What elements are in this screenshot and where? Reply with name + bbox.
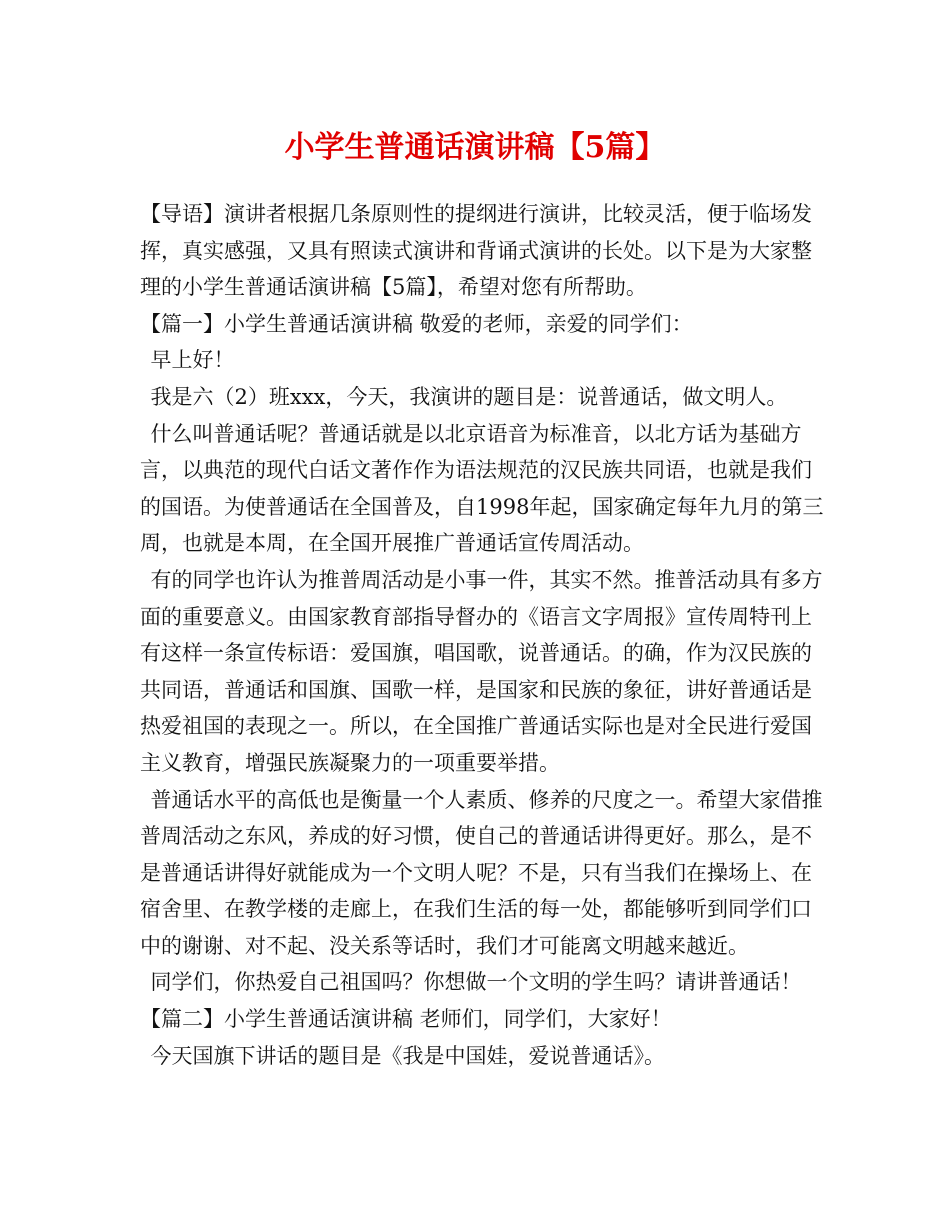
document-title: 小学生普通话演讲稿【5篇】 — [284, 130, 666, 165]
document-body — [140, 196, 830, 1074]
body-paragraph: 有的同学也许认为推普周活动是小事一件，其实不然。推普活动具有多方面的重要意义。由国家教育部指导督办的《语言文字周报》宣传周特刊上有这样一条宣传标语：爱国旗，唱国歌，说普通话。的确，作为汉民族的共同语，普通话和国旗、国歌一样，是国家和民族的象征，讲好普通话是热爱祖国的表现之一。所以，在全国推广普通话实际也是对全民进行爱国主义教育，增强民族凝聚力的一项重要举措。 — [140, 567, 823, 775]
closing-paragraph: 同学们，你热爱自己祖国吗？你想做一个文明的学生吗？请讲普通话！ — [150, 970, 802, 995]
section-two-heading: 【篇二】小学生普通话演讲稿 老师们，同学们，大家好！ — [140, 1007, 672, 1032]
body-paragraph: 什么叫普通话呢？普通话就是以北京语音为标准音，以北方话为基础方言，以典范的现代白话文著作作为语法规范的汉民族共同语，也就是我们的国语。为使普通话在全国普及，自1998年起，国家确定每年九月的第三周，也就是本周，在全国开展推广普通话宣传周活动。 — [140, 421, 824, 556]
intro-paragraph: 【导语】演讲者根据几条原则性的提纲进行演讲，比较灵活，便于临场发挥，真实感强，又具有照读式演讲和背诵式演讲的长处。以下是为大家整理的小学生普通话演讲稿【5篇】，希望对您有所帮助。 — [140, 202, 812, 300]
section-one-heading: 【篇一】小学生普通话演讲稿 敬爱的老师，亲爱的同学们： — [140, 311, 693, 336]
greeting-paragraph: 早上好！ — [150, 348, 235, 373]
body-paragraph: 普通话水平的高低也是衡量一个人素质、修养的尺度之一。希望大家借推普周活动之东风，养成的好习惯，使自己的普通话讲得更好。那么，是不是普通话讲得好就能成为一个文明人呢？不是，只有当我们在操场上、在宿舍里、在教学楼的走廊上，在我们生活的每一处，都能够听到同学们口中的谢谢、对不起、没关系等话时，我们才可能离文明越来越近。 — [140, 787, 823, 958]
self-intro-paragraph: 我是六（2）班xxx，今天，我演讲的题目是：说普通话，做文明人。 — [150, 384, 788, 409]
body-paragraph: 今天国旗下讲话的题目是《我是中国娃，爱说普通话》。 — [150, 1043, 665, 1068]
